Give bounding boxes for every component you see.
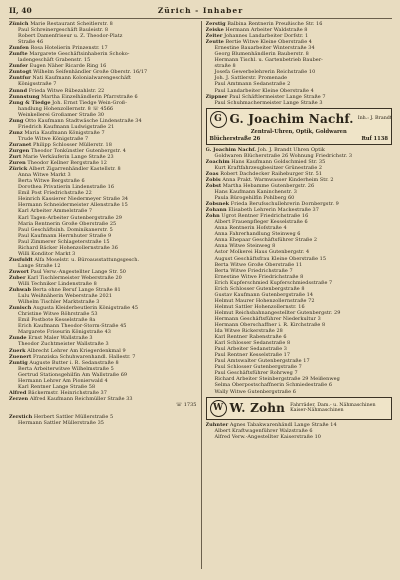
entry-text: Frieda Berufsschullehrerin Dornbergstr. 9	[230, 201, 339, 208]
entry-surname: Zünich	[9, 21, 29, 27]
entry-text: Helmut Sattler Hohenzollernstr. 16	[214, 303, 305, 310]
ad-shop-name: G. Joachim Nachf.	[229, 112, 354, 127]
entry-surname: Alfred	[9, 389, 27, 396]
entry-surname: Zunde	[9, 335, 27, 342]
entry-text: Joh. J. Sattlerstr. Promenade	[214, 75, 288, 82]
entry-text: Karl Rentner Rabenstraße 6	[214, 334, 287, 341]
entry-text: Anna Rentnerin Hofstraße 4	[214, 225, 287, 232]
ad-tagline: Fahrräder, Dam.- u. Nähmaschinen	[290, 402, 376, 408]
entry-text: handlung Hohenzollernstr. 8 ☏ 4566	[18, 105, 114, 112]
entry-text: Selma Oberpostschaffnerin Schmiedestraße 6	[214, 382, 333, 389]
entry-text: Astor Molkerei Haus Gutenbergstr. 4	[214, 249, 310, 256]
entry-text: Gertrud Stationsgehilfin Am Wallstraße 69	[18, 371, 128, 378]
entry-text: Theodor Tonkünstler Gutenbergstr. 4	[30, 147, 126, 154]
entry-text: Margarete Geschäftsinhaberin Schoko-	[29, 51, 130, 58]
entry-text: Ernst Maler Wallstraße 3	[28, 335, 93, 342]
entry-surname: Zunnstung	[9, 93, 40, 100]
entry-text: Paul Schuhmachermeister Lange Straße 3	[214, 99, 323, 106]
entry-text: ☏ 1735	[175, 401, 197, 408]
entry-text: Margarete Friseurin Königstraße 43	[18, 329, 111, 336]
entry-text: Berta Witwe Große Oberstraße 11	[214, 261, 303, 268]
entry-text: Elisabeth Lehrerin Mackestraße 37	[228, 207, 319, 214]
entry-surname: Zerstig	[205, 21, 226, 27]
entry-text: Hermann Arbeiter Waldstraße 8	[225, 27, 308, 34]
entry-text: Marie Restaurant Scheitlerstr. 8	[30, 21, 113, 27]
entry-text: Heinrich Kassierer Niedermeyer Straße 34	[18, 196, 129, 203]
entry-text: Otto Kaufmann Stadtwäsche Lindenstraße 34	[25, 117, 142, 124]
entry-surname: Zoas	[205, 170, 219, 177]
entry-text: Rosa Hotelierin Prinzenstr. 17	[30, 45, 108, 52]
entry-text: Paul Zimmerer Schlageterstraße 15	[18, 238, 110, 245]
entry-text: Trude Witwe Königstraße 7	[18, 135, 89, 142]
entry-surname: Zoachim	[205, 158, 230, 165]
directory-entry	[206, 100, 393, 106]
entry-surname: Zuerk	[9, 347, 26, 354]
entry-text: August Geschäftsfrau Kleine Oberstraße 15	[214, 255, 327, 262]
entry-text: Kurt Kraftfahrzeugbesitzer Grünestraße 2	[214, 164, 323, 171]
entry-surname: Zunfte	[9, 51, 28, 58]
entry-text: Anna Fahrerhandlung Steinweg 6	[214, 231, 301, 238]
entry-text: Berta ohne Beruf Lange Straße 81	[32, 287, 121, 294]
entry-text: Wilhelm Tischler Marktstraße 3	[18, 299, 100, 306]
entry-text: Maria Rentnerin Große Oberstraße 25	[18, 220, 117, 227]
page-header	[9, 5, 392, 18]
entry-surname: Zuren	[9, 160, 26, 167]
entry-surname: Zeutte	[205, 39, 224, 46]
entry-text: Karl Tischlermeister Weberstraße 20	[27, 274, 122, 281]
entry-text: Hermann Sattler Müllerstraße 35	[18, 420, 104, 427]
entry-text: Marie Verkäuferin Lange Straße 23	[22, 154, 114, 161]
right-column	[201, 21, 393, 569]
entry-surname: Zunfen	[9, 45, 29, 52]
entry-text: Ernestine Witwe Friedrichstraße 8	[214, 273, 304, 280]
entry-text: Hermann Geschäftsführer Niederkultur 3	[214, 315, 321, 322]
entry-text: Martha Einzelhändlerin Pfarrstraße 6	[41, 93, 138, 100]
entry-surname: Zeiter	[205, 33, 223, 40]
entry-surname: Zusfuldt	[9, 256, 33, 263]
entry-text: Augusta Kleiderbeutlerin Königstraße 45	[33, 305, 139, 312]
entry-text: Theodor Zuchtmeister Wallstraße 3	[18, 341, 109, 348]
entry-text: Paul Schäftlermeister Lange Straße 7	[229, 93, 326, 100]
entry-text: Ernestine Bauarbeiter Winterstraße 34	[214, 45, 315, 52]
entry-text: Erich Kupferschmied Kupferschmiedsstraße 7	[214, 279, 333, 286]
entry-surname: Zunz	[9, 129, 23, 136]
entry-text: Albert Frauenpfleger Kesselstraße 6	[214, 219, 308, 226]
ad-phone: Ruf 1138	[361, 135, 388, 142]
entry-surname: Zerstich	[9, 414, 33, 421]
entry-text: Anna Witwe Steinweg 8	[214, 243, 276, 250]
entry-surname: G. Joachim Nachf.	[205, 146, 257, 153]
advertisement-zohn	[206, 397, 393, 420]
entry-surname: Zunisch	[9, 305, 32, 312]
entry-text: Willi Techniker Lindenstraße 8	[18, 281, 97, 288]
entry-text: Bertie Witwe Kleine Oberstraße 4	[225, 39, 312, 46]
entry-text: Joh. Ernst Tiedge Wein-Groß-	[52, 99, 127, 106]
entry-text: Auguste Butter i. R. Sedanstraße 8	[29, 359, 119, 366]
entry-surname: Zobst	[205, 182, 222, 189]
entry-text: Balbina Rentnerin Preußische Str. 16	[227, 21, 323, 27]
entry-surname: Zuntogt	[9, 69, 32, 76]
shop-logo: G	[210, 111, 227, 128]
entry-surname: Zuranet	[9, 141, 32, 148]
entry-surname: Zunnd	[9, 87, 28, 94]
entry-text: Anna Witwe Markt 3	[18, 172, 71, 179]
entry-text: Ugrot Rentner Friedrichstraße 16	[221, 213, 309, 220]
entry-text: Eugen Näher Ricarde Ring 16	[29, 63, 107, 70]
entry-text: Karl Schlosser Sedanstraße 8	[214, 340, 291, 347]
entry-text: Hans Kaufmann Kaninchenstr. 3	[214, 188, 297, 195]
entry-text: Berta Arbeiterwitwe Wilhelmstraße 5	[18, 365, 114, 372]
entry-text: Richard Arbeiter Steinbergstraße 29 Meißenweg	[214, 376, 340, 383]
entry-text: Straße 46	[18, 39, 44, 46]
directory-entry	[206, 389, 393, 395]
entry-text: ladengeschäft Grabenstr. 15	[18, 57, 91, 64]
entry-surname: Zuenert	[9, 353, 32, 360]
columns	[9, 18, 392, 569]
entry-surname: Zunfer	[9, 63, 28, 70]
entry-text: Gustav Kaufmann Gutenbergstraße 14	[214, 291, 314, 298]
page-title: Zürich - Inhaber	[157, 6, 244, 15]
entry-text: Albert Kraftwagenführer Walzstraße 6	[214, 427, 313, 434]
entry-text: Hermann Lehrer Am Pionierwald 4	[18, 377, 108, 384]
entry-text: Anna Prakt. Warmwasser Kinderheim Str. 2	[222, 176, 334, 183]
entry-text: Josefa Gewerbelehrerin Reichstraße 10	[214, 69, 316, 76]
entry-text: Karl Tagen-Arbeiter Gutenbergstraße 29	[18, 214, 122, 221]
entry-text: Alfa Moselstr. u. Büroausstattungsgesch.	[34, 256, 140, 263]
entry-text: Alfred Kaufmann Reichmüller Straße 33	[29, 395, 133, 402]
entry-text: Richard Bäcker Hohenzollernstraße 36	[18, 244, 118, 251]
entry-text: Berta Witwe Bergstraße 6	[18, 178, 85, 185]
entry-text: Christine Witwe Röhrstraße 53	[18, 311, 98, 318]
entry-text: Paul Verw.-Angestellter Lange Str. 50	[30, 268, 126, 275]
entry-text: Königsstraße 7	[18, 81, 57, 88]
entry-text: Hermann Schneidermeister Allenstraße 15	[18, 202, 128, 209]
ad-owner: Inh.: J. Brandt	[357, 116, 392, 122]
entry-text: Erich Schlosser Gutenbergstraße 8	[214, 285, 305, 292]
left-column	[9, 21, 201, 569]
entry-text: Maria Kaufmann Königstraße 7	[24, 129, 105, 136]
entry-text: Paul Schreinergeschäft Bauleistr. 8	[18, 27, 109, 34]
entry-text: Robert Dachdecker Raiheburger Str. 51	[220, 170, 323, 177]
entry-text: Paul Rentner Kesselstraße 17	[214, 352, 291, 359]
ad-details	[290, 403, 376, 414]
page-number: II, 40	[9, 6, 32, 15]
entry-text: Berta Witwe Friedrichstraße 7	[214, 267, 293, 274]
entry-text: Paul Amtswalter Gutenbergstraße 17	[214, 358, 310, 365]
entry-text: Agnes Tabakwarenhändl Lange Straße 14	[229, 421, 337, 428]
entry-surname: Zuhnter	[205, 421, 229, 428]
entry-text: Erich Kaufmann Theodor-Storm-Straße 45	[18, 323, 127, 330]
entry-text: Paul Geschäftsinh. Dominikanerstr. 5	[18, 226, 113, 233]
entry-text: straße 8	[214, 63, 236, 70]
entry-text: Paul Geschäftsführer Rohrweg 7	[214, 370, 298, 377]
entry-surname: Zung & Tiedge	[9, 99, 51, 106]
entry-text: Paul Arbeiter Sedanstraße 3	[214, 346, 287, 353]
entry-text: Alfred Verw.-Angestellter Kaiserstraße 10	[214, 433, 321, 440]
entry-text: Lulu Weißnäherin Weberstraße 2021	[18, 293, 113, 300]
entry-text: Franziska Schuhwarenhandl. Hallestr. 7	[32, 353, 136, 360]
entry-text: Wilhelm Seifenhändler Große Oberstr. 16/17	[33, 69, 148, 76]
entry-surname: Zobis	[205, 176, 221, 183]
entry-surname: Zurt	[9, 154, 22, 161]
entry-text: Hermann Tischl. u. Gartenbetrieb Bauber-	[214, 57, 323, 64]
entry-text: Joh. J. Brandt Uhren Optik	[257, 146, 325, 153]
entry-text: Martha Hebamme Gutenbergstr. 26	[222, 182, 315, 189]
entry-text: Hans Kaufmann Goldschmied Str. 35	[231, 158, 326, 165]
entry-surname: Zurgen	[9, 147, 30, 154]
entry-text: Paul Kaufmann Herrnhuter Straße 9	[18, 232, 112, 239]
entry-text: Emil Postbote Kesselstraße 8a	[18, 317, 96, 324]
entry-text: Helmut Maurer Hohenzollernstraße 72	[214, 297, 315, 304]
ad-address: Kaiser-Nähmaschinen	[290, 408, 344, 414]
entry-text: Willi Konditor Markt 3	[18, 250, 76, 257]
entry-text: Albert Zigarrenhändler Kastellstr. 8	[29, 166, 121, 173]
entry-text: Karl Arbeiter Ammelstraße 7	[18, 208, 93, 215]
entry-surname: Zürick	[9, 166, 28, 173]
entry-text: Nati Kaufmann Kolonialwarengeschäft	[32, 75, 132, 82]
entry-text: Goldwaren Blücherstraße 26 Wohnung Friedrichstr. 3	[214, 152, 353, 159]
directory-entry	[9, 420, 197, 426]
entry-text: Theodor Kellner Bergstraße 12	[27, 160, 107, 167]
ad-address: Blücherstraße 26	[209, 135, 261, 142]
entry-text: Paul Schlosser Gutenbergstraße 7	[214, 364, 302, 371]
entry-text: Paul Amtmann Sedanstraße 2	[214, 81, 291, 88]
entry-surname: Zuntig	[9, 359, 28, 366]
entry-text: Robert Damenfriseur u. Z. Theodor-Platz	[18, 33, 123, 40]
ad-shop-name: W. Zohn	[229, 401, 286, 416]
entry-text: Georg Blumenhändlerin Bauberstr. 8	[214, 51, 309, 58]
entry-text: Karl Rentner Lange Straße 58	[18, 383, 96, 390]
entry-surname: Zohann	[205, 207, 227, 214]
entry-text: Friedrich Kaufmann Ludwigstraße 21	[18, 123, 115, 130]
entry-text: Lange Straße 12	[18, 262, 61, 269]
entry-text: Weinkellerei Großamer Straße 30	[18, 111, 105, 118]
entry-text: Wally Witwe Gutenbergstraße 6	[214, 388, 296, 395]
entry-surname: Zuntfur	[9, 75, 31, 82]
entry-text: Herbert Sattler Müllerstraße 5	[33, 414, 114, 421]
entry-text: Philipp Schlosser Müllerstr. 18	[32, 141, 112, 148]
entry-surname: Zobsnek	[205, 201, 230, 208]
entry-surname: Zohn	[205, 213, 220, 220]
entry-text: Albrecht Lehrer Am Kriegerdenkmal 9	[27, 347, 126, 354]
entry-text: Emil Post Friedrichstraße 22	[18, 190, 92, 197]
entry-surname: Zerzen	[9, 395, 29, 402]
entry-text: Paul Landarbeiter Kleine Oberstraße 4	[214, 87, 314, 94]
entry-text: Paula Bürogehilfin Pohlberg 60	[214, 195, 295, 202]
entry-surname: Zuwort	[9, 268, 29, 275]
entry-text: Bäckermstr. Heinrichstraße 37	[27, 389, 107, 396]
entry-surname: Zuhwab	[9, 287, 31, 294]
entry-surname: Zuber	[9, 274, 26, 281]
advertisement-joachim	[206, 108, 393, 145]
entry-text: Helmut Reichsbahnangestellter Gutenbergstr. 29	[214, 309, 341, 316]
shop-logo: W	[210, 400, 227, 417]
entry-surname: Zeiske	[205, 27, 224, 34]
entry-text: Ida Witwe Rickerstraße 28	[214, 328, 283, 335]
entry-surname: Zippner	[205, 93, 228, 100]
entry-text: Johannes Landarbeiter Dorfstr. 1	[224, 33, 309, 40]
entry-text: Frieda Witwe Rübezahlstr. 22	[28, 87, 105, 94]
directory-entry	[206, 434, 393, 440]
entry-text: Hermann Oberschaffner i. R. Kirchstraße 8	[214, 322, 326, 329]
entry-surname: Zung	[9, 117, 24, 124]
entry-text: Anna Ehepaar Geschäftsführer Straße 2	[214, 237, 318, 244]
entry-text: Dorothea Privatierin Lindenstraße 16	[18, 184, 115, 191]
ad-tagline: Zentral-Uhren, Optik, Goldwaren	[250, 128, 347, 135]
